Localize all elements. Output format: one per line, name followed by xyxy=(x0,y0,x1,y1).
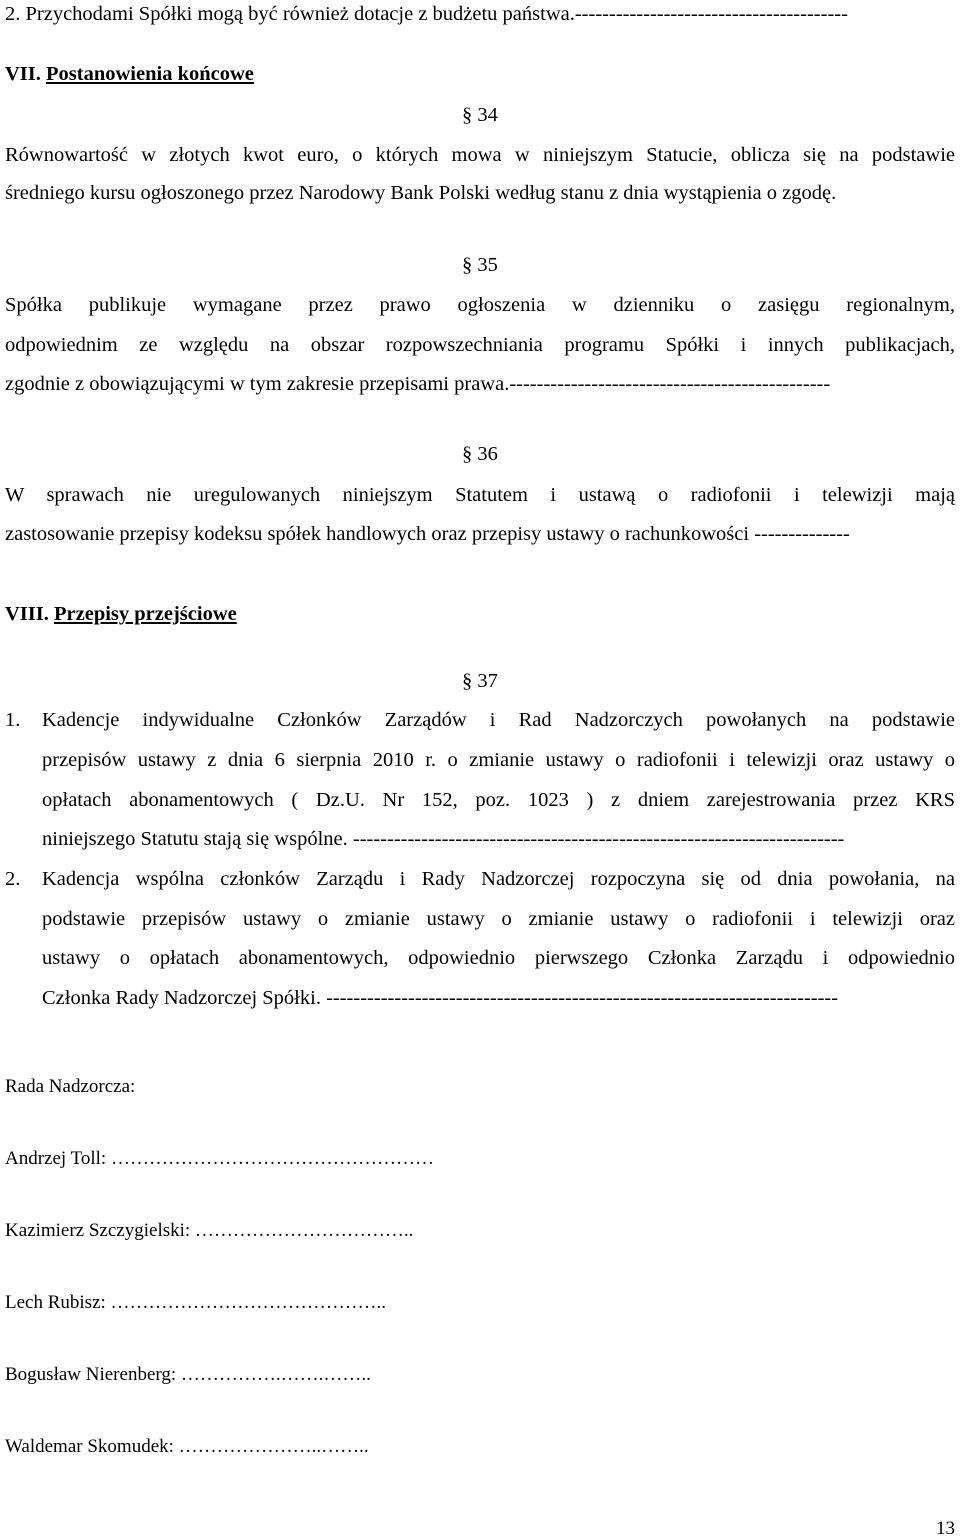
section-34-line-1: Równowartość w złotych kwot euro, o których mowa w niniejszym Statucie, oblicza się na podstawie xyxy=(5,144,955,166)
intro-line: 2. Przychodami Spółki mogą być również dotacje z budżetu państwa.---------------------------------------- xyxy=(5,3,848,25)
section-35-label: § 35 xyxy=(462,254,498,276)
chapter-7-number: VII. xyxy=(5,63,41,85)
signature-line: Waldemar Skomudek: …………………..…….. xyxy=(5,1436,369,1457)
section-34-line-2: średniego kursu ogłoszonego przez Narodowy Bank Polski według stanu z dnia wystąpienia o zgodę. xyxy=(5,182,837,204)
chapter-8-title: Przepisy przejściowe xyxy=(54,603,237,625)
chapter-8-heading xyxy=(5,602,955,626)
section-36-line-2: zastosowanie przepisy kodeksu spółek handlowych oraz przepisy ustawy o rachunkowości -------------- xyxy=(5,523,850,545)
section-36-label: § 36 xyxy=(462,443,498,465)
section-37-label: § 37 xyxy=(462,670,498,692)
item-2-line-3: ustawy o opłatach abonamentowych, odpowiednio pierwszego Członka Zarządu i odpowiednio xyxy=(42,947,955,969)
chapter-8-number: VIII. xyxy=(5,603,49,625)
item-1-line-3: opłatach abonamentowych ( Dz.U. Nr 152, poz. 1023 ) z dniem zarejestrowania przez KRS xyxy=(42,789,955,811)
item-2-line-2: podstawie przepisów ustawy o zmianie ustawy o zmianie ustawy o radiofonii i telewizji oraz xyxy=(42,908,955,930)
item-1-number: 1. xyxy=(5,709,21,731)
signature-line: Andrzej Toll: …………………………………………… xyxy=(5,1148,434,1169)
signatures-heading: Rada Nadzorcza: xyxy=(5,1076,136,1097)
section-35-line-2: odpowiednim ze względu na obszar rozpowszechniania programu Spółki i innych publikacjach, xyxy=(5,334,955,356)
signature-line: Bogusław Nierenberg: …………….…….…….. xyxy=(5,1364,371,1385)
signature-line: Kazimierz Szczygielski: …………………………….. xyxy=(5,1220,414,1241)
item-2-line-1: Kadencja wspólna członków Zarządu i Rady Nadzorczej rozpoczyna się od dnia powołania, na xyxy=(42,868,955,890)
signature-line: Lech Rubisz: …………………………………….. xyxy=(5,1292,387,1313)
page-number: 13 xyxy=(936,1518,955,1539)
section-34-label: § 34 xyxy=(462,104,498,126)
item-1-line-4: niniejszego Statutu stają się wspólne. ------------------------------------------------------------------------ xyxy=(42,828,845,850)
section-35-line-3: zgodnie z obowiązującymi w tym zakresie przepisami prawa.----------------------------------------------- xyxy=(5,373,831,395)
chapter-7-title: Postanowienia końcowe xyxy=(46,63,254,85)
section-36-line-1: W sprawach nie uregulowanych niniejszym Statutem i ustawą o radiofonii i telewizji mają xyxy=(5,484,955,506)
item-2-line-4: Członka Rady Nadzorczej Spółki. --------------------------------------------------------------------------- xyxy=(42,987,839,1009)
chapter-7-heading xyxy=(5,62,955,86)
item-1-line-1: Kadencje indywidualne Członków Zarządów i Rad Nadzorczych powołanych na podstawie xyxy=(42,709,955,731)
item-1-line-2: przepisów ustawy z dnia 6 sierpnia 2010 r. o zmianie ustawy o radiofonii i telewizji oraz ustawy o xyxy=(42,749,955,771)
item-2-number: 2. xyxy=(5,868,21,890)
section-35-line-1: Spółka publikuje wymagane przez prawo ogłoszenia w dzienniku o zasięgu regionalnym, xyxy=(5,294,955,316)
